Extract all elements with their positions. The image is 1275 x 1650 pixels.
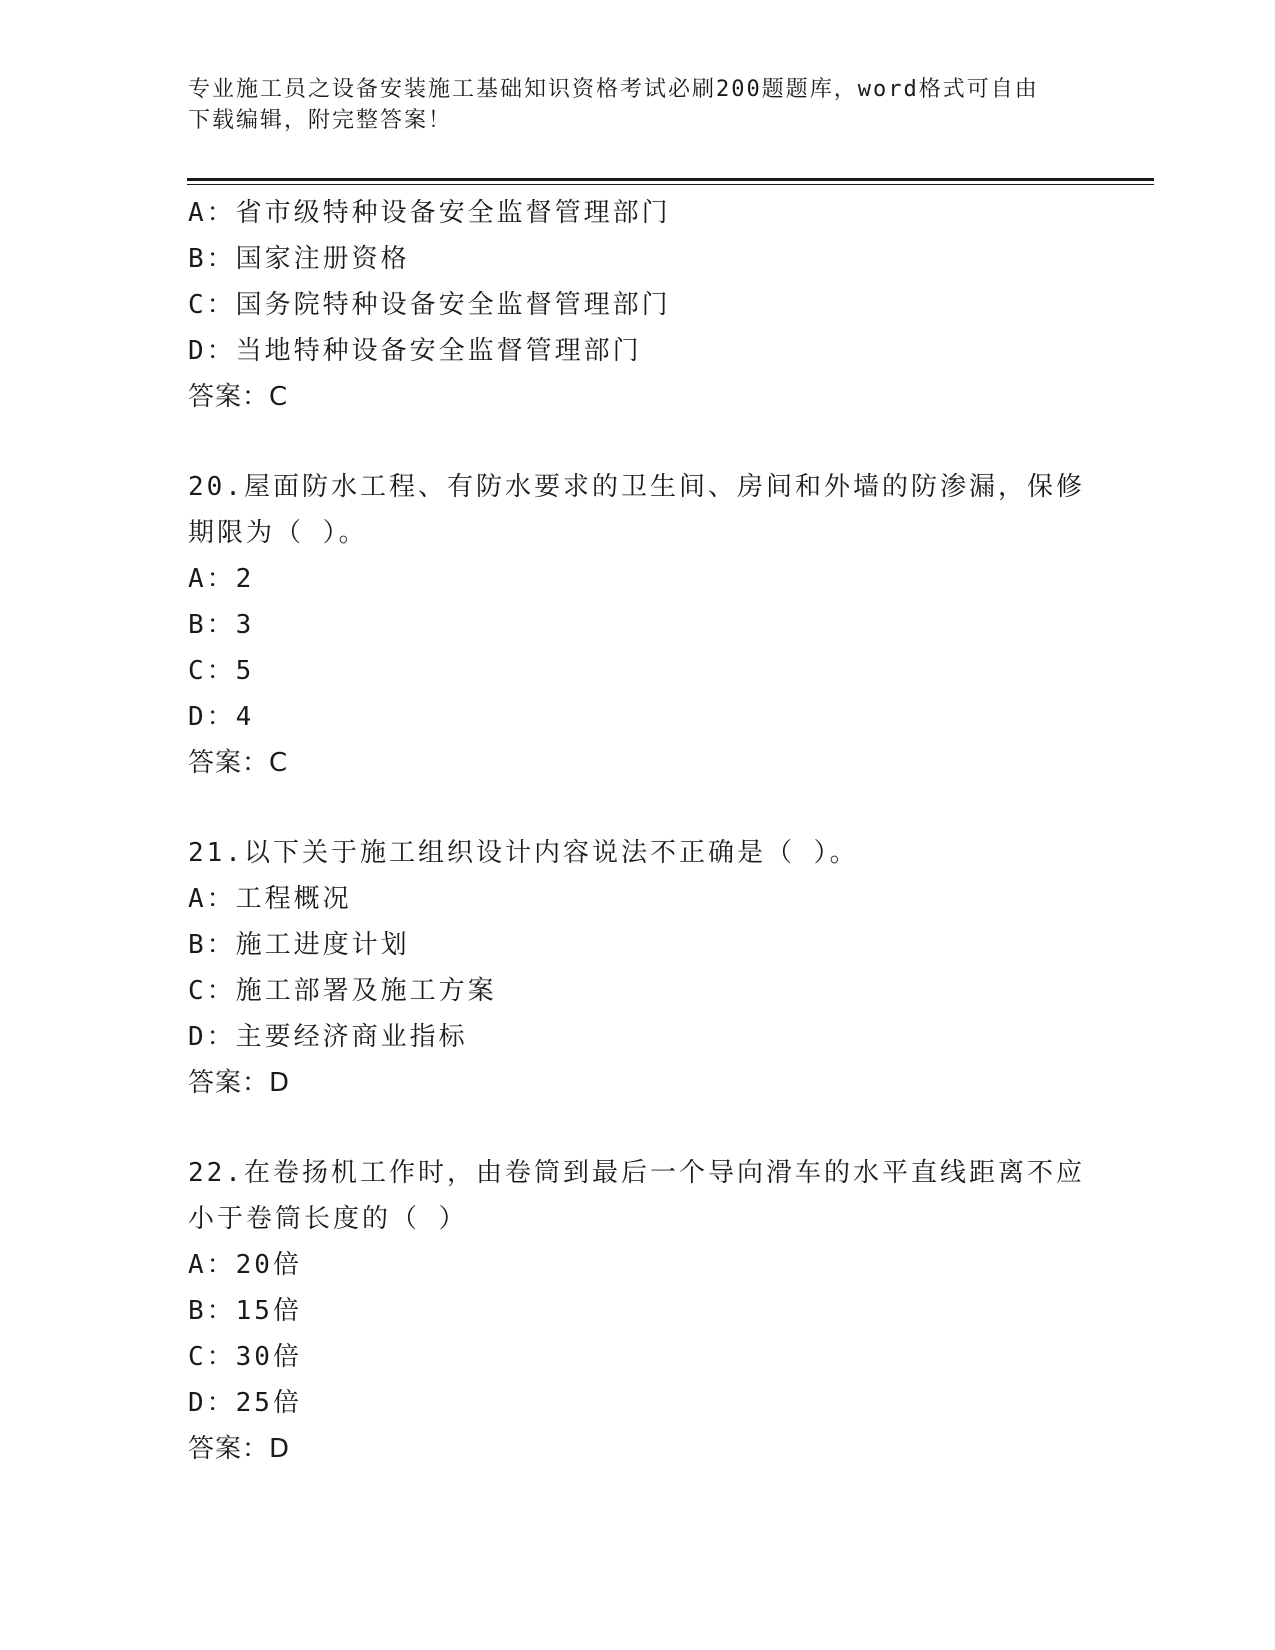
option-a: A：20倍 xyxy=(188,1250,302,1280)
question-text-line: 21.以下关于施工组织设计内容说法不正确是（ ）。 xyxy=(188,838,859,868)
header-line-2: 下载编辑，附完整答案！ xyxy=(188,108,453,133)
option-b: B：施工进度计划 xyxy=(188,930,410,960)
option-c: C：施工部署及施工方案 xyxy=(188,976,497,1006)
option-c: C：5 xyxy=(188,656,255,686)
option-a: A：省市级特种设备安全监督管理部门 xyxy=(188,198,671,228)
answer-line: 答案：D xyxy=(188,1434,291,1464)
question-text-line: 20.屋面防水工程、有防水要求的卫生间、房间和外墙的防渗漏，保修 xyxy=(188,472,1085,502)
question-text-line: 小于卷筒长度的（ ） xyxy=(188,1204,468,1234)
header-line-1: 专业施工员之设备安装施工基础知识资格考试必刷200题题库，word格式可自由 xyxy=(188,77,1039,102)
option-d: D：当地特种设备安全监督管理部门 xyxy=(188,336,642,366)
header-divider-thin xyxy=(187,184,1154,185)
option-c: C：30倍 xyxy=(188,1342,302,1372)
option-d: D：主要经济商业指标 xyxy=(188,1022,468,1052)
option-b: B：3 xyxy=(188,610,255,640)
header-divider-thick xyxy=(187,178,1154,181)
document-header xyxy=(188,74,1088,136)
option-a: A：工程概况 xyxy=(188,884,352,914)
answer-line: 答案：C xyxy=(188,382,289,412)
option-c: C：国务院特种设备安全监督管理部门 xyxy=(188,290,671,320)
prev-question-block xyxy=(188,190,1108,420)
option-b: B：15倍 xyxy=(188,1296,302,1326)
option-d: D：25倍 xyxy=(188,1388,302,1418)
question-22 xyxy=(188,1150,1108,1472)
option-d: D：4 xyxy=(188,702,255,732)
option-b: B：国家注册资格 xyxy=(188,244,410,274)
answer-line: 答案：C xyxy=(188,748,289,778)
question-21 xyxy=(188,830,1108,1106)
answer-line: 答案：D xyxy=(188,1068,291,1098)
question-content xyxy=(188,190,1108,1472)
question-text-line: 期限为（ ）。 xyxy=(188,518,368,548)
question-text-line: 22.在卷扬机工作时，由卷筒到最后一个导向滑车的水平直线距离不应 xyxy=(188,1158,1085,1188)
question-20 xyxy=(188,464,1108,786)
option-a: A：2 xyxy=(188,564,255,594)
